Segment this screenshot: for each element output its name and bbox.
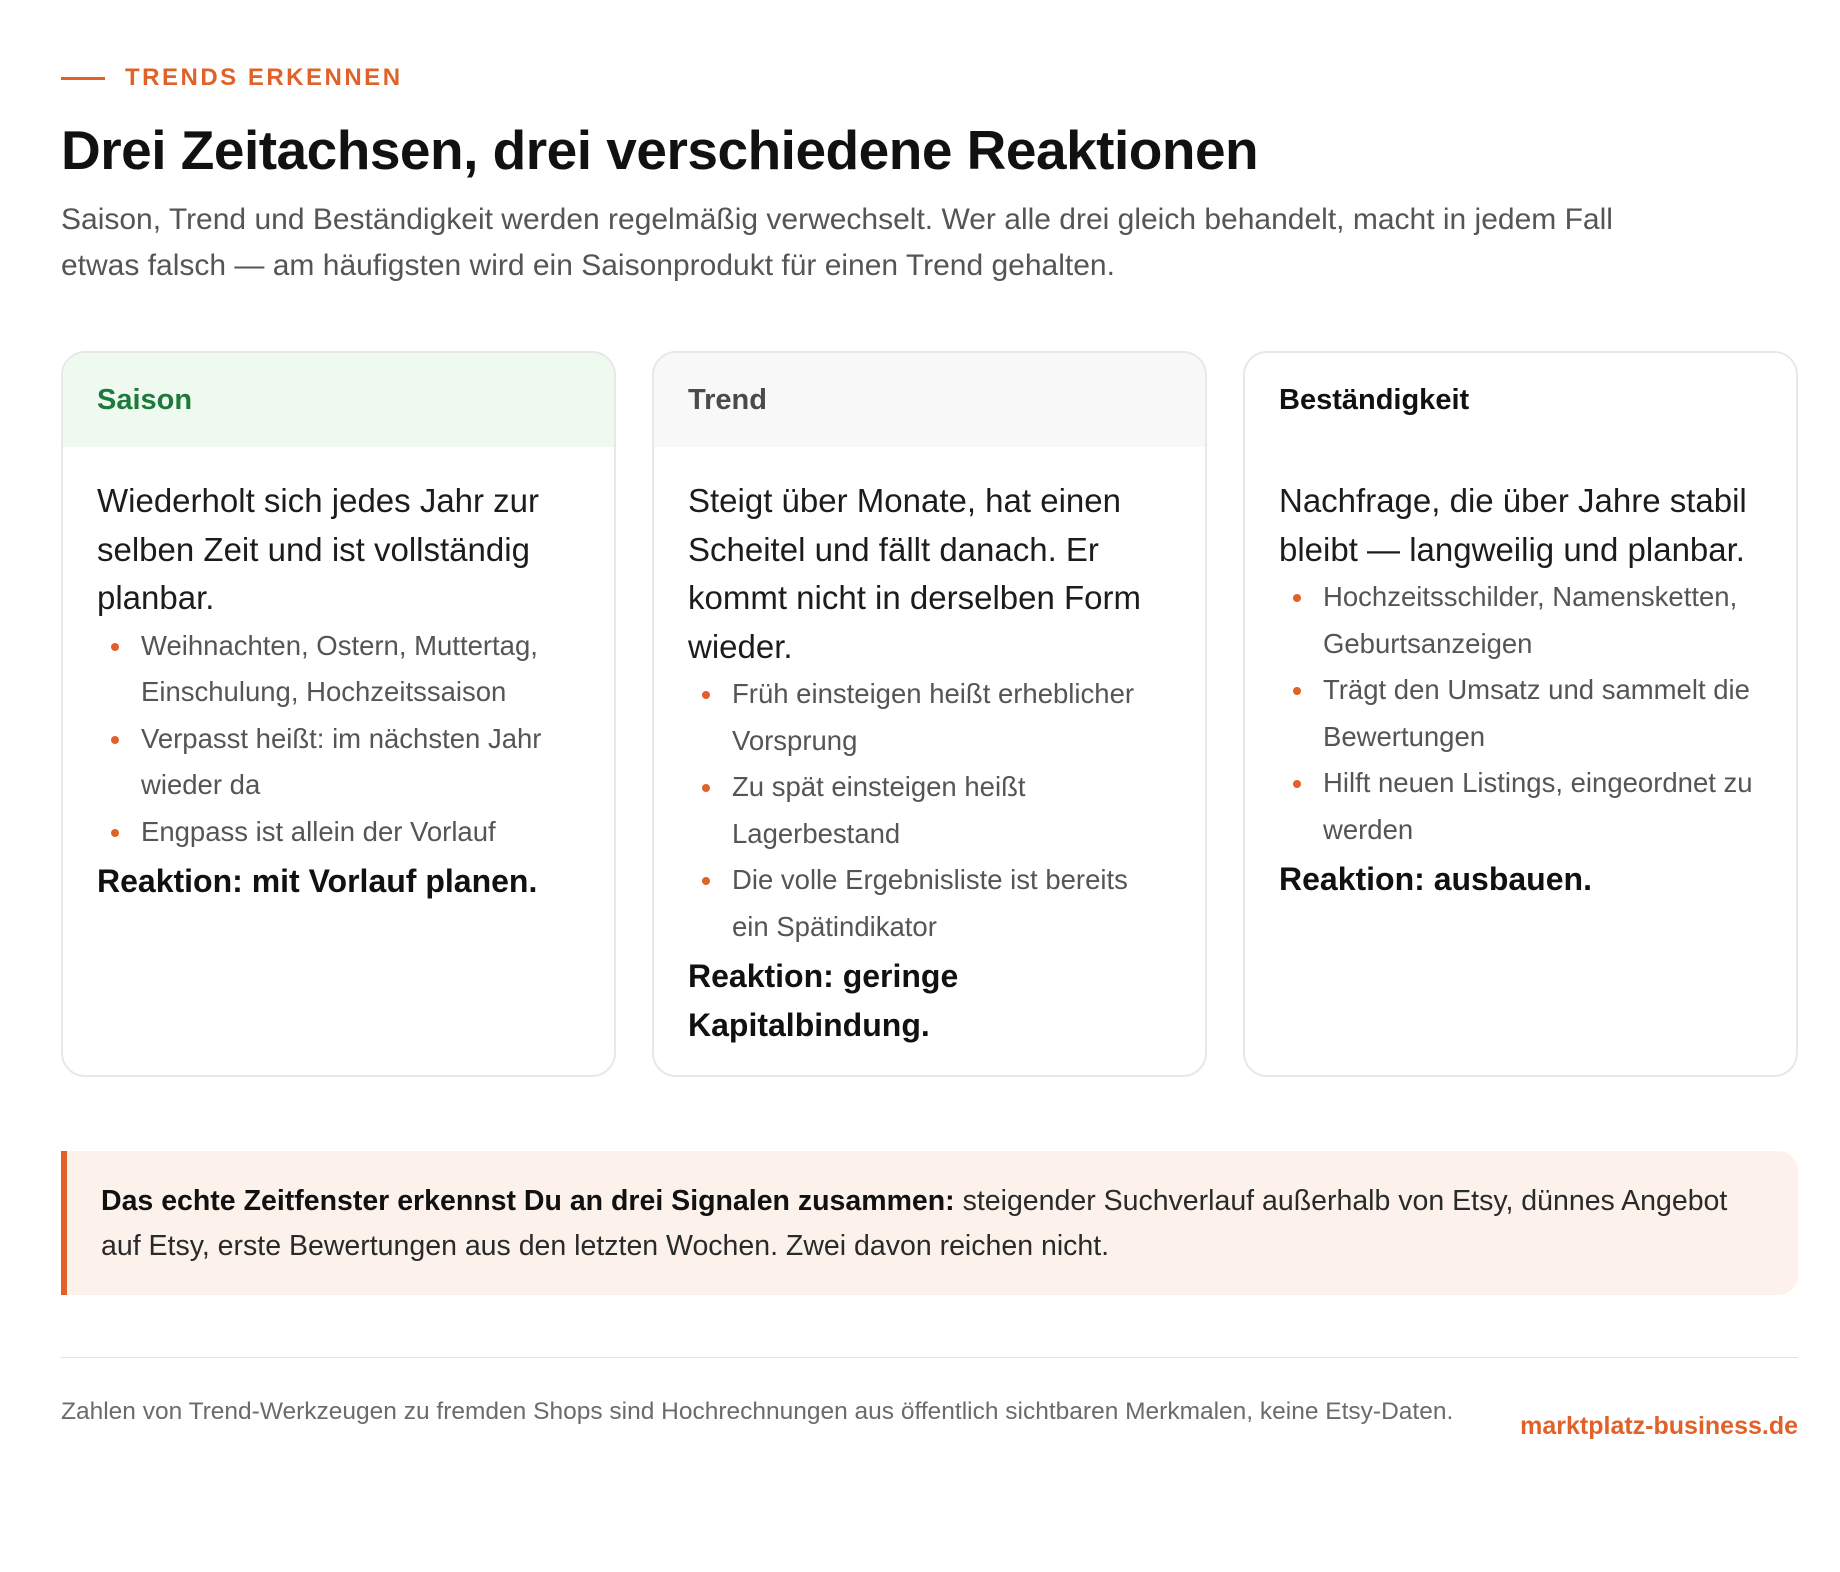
- card-trend: [652, 351, 1207, 1077]
- footer-divider: [61, 1357, 1798, 1358]
- bullet-dot-icon: [111, 643, 119, 651]
- card-title: Saison: [97, 383, 193, 416]
- card-title: Beständigkeit: [1279, 383, 1470, 416]
- card-bestaendigkeit: [1243, 351, 1798, 1077]
- list-item-text: Trägt den Umsatz und sammelt die Bewertungen: [1323, 674, 1750, 752]
- card-title: Trend: [688, 383, 767, 416]
- list-item-text: Die volle Ergebnisliste ist bereits ein Spätindikator: [732, 864, 1128, 942]
- callout-body: steigender Suchverlauf außerhalb von Etsy, dünnes Angebot auf Etsy, erste Bewertungen aus den letzten Wochen. Zwei davon reichen nicht.: [101, 1185, 1728, 1262]
- eyebrow: [61, 64, 403, 92]
- bullet-dot-icon: [1293, 594, 1301, 602]
- list-item: [97, 716, 580, 809]
- list-item: [97, 809, 580, 856]
- card-row: [61, 351, 1798, 1077]
- bullet-dot-icon: [702, 691, 710, 699]
- card-description: Nachfrage, die über Jahre stabil bleibt — langweilig und planbar.: [1279, 482, 1747, 568]
- list-item: [1279, 667, 1762, 760]
- list-item-text: Zu spät einsteigen heißt Lagerbestand: [732, 771, 1026, 849]
- list-item-text: Hilft neuen Listings, eingeordnet zu werden: [1323, 767, 1753, 845]
- list-item: [1279, 574, 1762, 667]
- bullet-dot-icon: [702, 877, 710, 885]
- card-body: [63, 447, 614, 906]
- brand-link[interactable]: marktplatz-business.de: [1520, 1412, 1798, 1440]
- list-item-text: Hochzeitsschilder, Namensketten, Geburtsanzeigen: [1323, 581, 1738, 659]
- list-item: [1279, 760, 1762, 853]
- bullet-dot-icon: [1293, 780, 1301, 788]
- card-reaction: Reaktion: mit Vorlauf planen.: [97, 863, 538, 899]
- card-description: Wiederholt sich jedes Jahr zur selben Zeit und ist vollständig planbar.: [97, 482, 540, 616]
- footer-note: Zahlen von Trend-Werkzeugen zu fremden Shops sind Hochrechnungen aus öffentlich sichtbaren Merkmalen, keine Etsy-Daten.: [61, 1398, 1454, 1425]
- bullet-dot-icon: [1293, 687, 1301, 695]
- card-saison: [61, 351, 616, 1077]
- card-body: [1245, 447, 1796, 904]
- list-item: [97, 623, 580, 716]
- card-header-saison: [63, 353, 614, 447]
- list-item: [688, 764, 1171, 857]
- card-bullet-list: [1279, 574, 1762, 853]
- card-header-trend: [654, 353, 1205, 447]
- bullet-dot-icon: [111, 829, 119, 837]
- card-description: Steigt über Monate, hat einen Scheitel und fällt danach. Er kommt nicht in derselben Form wieder.: [688, 482, 1141, 665]
- bullet-dot-icon: [702, 784, 710, 792]
- card-reaction: Reaktion: ausbauen.: [1279, 861, 1592, 897]
- page-title: Drei Zeitachsen, drei verschiedene Reaktionen: [61, 119, 1259, 181]
- eyebrow-label: TRENDS ERKENNEN: [125, 64, 403, 91]
- callout-accent-bar: [61, 1151, 67, 1295]
- callout-box: [61, 1151, 1798, 1295]
- card-reaction: Reaktion: geringe Kapitalbindung.: [688, 958, 959, 1043]
- card-body: [654, 447, 1205, 1049]
- list-item-text: Früh einsteigen heißt erheblicher Vorsprung: [732, 678, 1135, 756]
- callout-lead: Das echte Zeitfenster erkennst Du an drei Signalen zusammen:: [101, 1185, 955, 1217]
- card-bullet-list: [688, 671, 1171, 950]
- list-item-text: Engpass ist allein der Vorlauf: [141, 815, 496, 847]
- bullet-dot-icon: [111, 736, 119, 744]
- eyebrow-line: [61, 77, 105, 80]
- list-item-text: Weihnachten, Ostern, Muttertag, Einschulung, Hochzeitssaison: [141, 629, 538, 707]
- page-subtitle: Saison, Trend und Beständigkeit werden regelmäßig verwechselt. Wer alle drei gleich behandelt, macht in jedem Fall etwas falsch — am häufigsten wird ein Saisonprodukt für einen Trend gehalten.: [61, 203, 1613, 282]
- list-item: [688, 857, 1171, 950]
- callout-text: [101, 1179, 1758, 1269]
- list-item-text: Verpasst heißt: im nächsten Jahr wieder da: [141, 722, 542, 800]
- list-item: [688, 671, 1171, 764]
- card-header-bestaendigkeit: [1245, 353, 1796, 447]
- card-bullet-list: [97, 623, 580, 856]
